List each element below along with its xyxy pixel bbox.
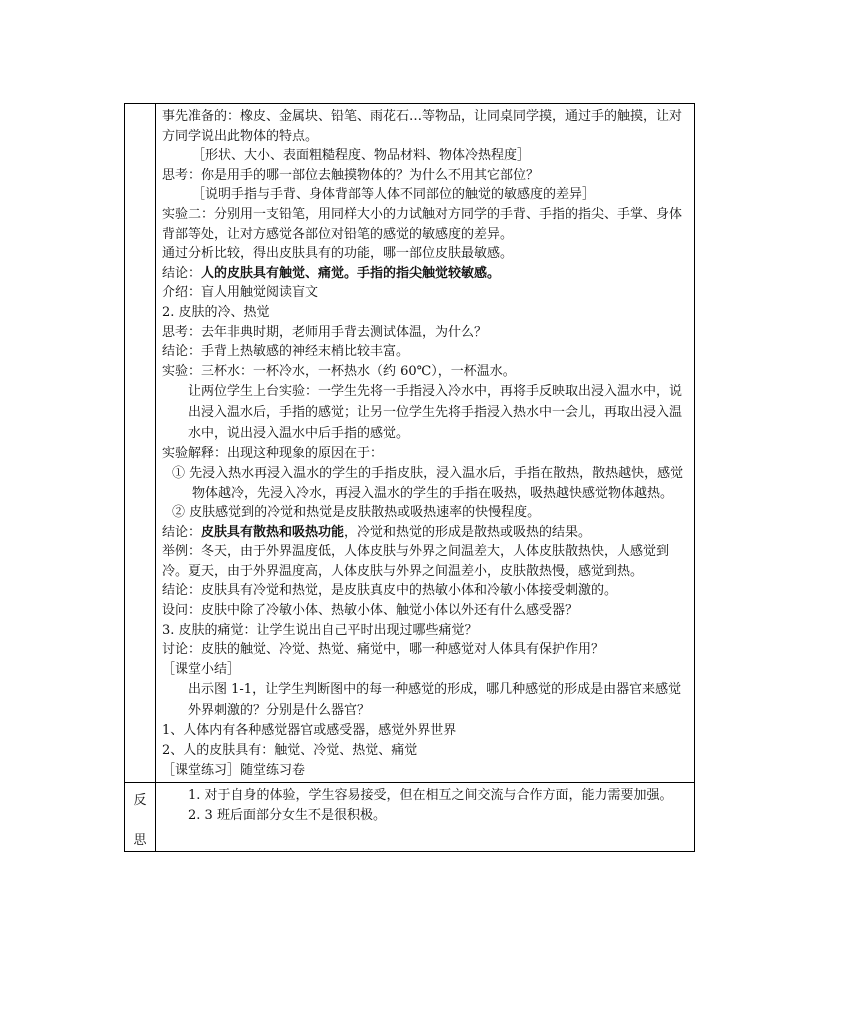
lesson-content-cell	[156, 104, 695, 783]
reflection-label-top: 反	[133, 793, 147, 809]
text-line: 结论：皮肤具有冷觉和热觉，是皮肤真皮中的热敏小体和冷敏小体接受刺激的。	[162, 583, 618, 599]
conclusion-label: 结论：	[162, 524, 202, 540]
text-line: ［说明手指与手背、身体背部等人体不同部位的触觉的敏感度的差异］	[192, 187, 596, 203]
reflection-label-bottom: 思	[133, 833, 147, 849]
explain-title: 实验解释：出现这种现象的原因在于：	[162, 446, 384, 462]
conclusion-line	[162, 264, 688, 284]
summary-heading: ［课堂小结］	[162, 661, 241, 677]
lesson-label-cell	[125, 104, 156, 783]
text-line: 实验二：分别用一支铅笔，用同样大小的力试触对方同学的手背、手指的指尖、手掌、身体背部等处，让对方感觉各部位对铅笔的感觉的敏感度的差异。	[162, 206, 683, 242]
reflection-label-cell	[125, 783, 156, 852]
conclusion-label: 结论：	[162, 265, 202, 281]
practice-heading: ［课堂练习］随堂练习卷	[162, 762, 306, 778]
text-line: 事先准备的：橡皮、金属块、铅笔、雨花石…等物品，让同桌同学摸，通过手的触摸，让对方同学说出此物体的特点。	[162, 109, 683, 144]
lesson-row	[125, 104, 695, 783]
text-line: 结论：手背上热敏感的神经末梢比较丰富。	[162, 344, 410, 360]
text-line: 举例：冬天，由于外界温度低，人体皮肤与外界之间温差大，人体皮肤散热快，人感觉到冷。夏天，由于外界温度高，人体皮肤与外界之间温差小，皮肤散热慢，感觉到热。	[162, 544, 670, 579]
text-line: 设问：皮肤中除了冷敏小体、热敏小体、触觉小体以外还有什么感受器？	[162, 603, 579, 619]
text-line: 实验：三杯水：一杯冷水，一杯热水（约 60℃），一杯温水。	[162, 363, 516, 379]
text-line: 2、人的皮肤具有：触觉、冷觉、热觉、痛觉	[162, 743, 418, 759]
explain-item: ② 皮肤感觉到的冷觉和热觉是皮肤散热或吸热速率的快慢程度。	[172, 505, 541, 521]
conclusion-rest-text: ，冷觉和热觉的形成是散热或吸热的结果。	[344, 524, 592, 540]
reflection-item: 1. 对于自身的体验，学生容易接受，但在相互之间交流与合作方面，能力需要加强。	[188, 788, 673, 804]
text-line: 通过分析比较，得出皮肤具有的功能，哪一部位皮肤最敏感。	[162, 246, 514, 262]
experiment-description: 让两位学生上台实验：一学生先将一手指浸入冷水中，再将手反映取出浸入温水中，说出浸入温水后，手指的感觉；让另一位学生先将手指浸入热水中一会儿，再取出浸入温水中，说出浸入温水中后手指的感觉。	[188, 384, 683, 442]
text-line: ［形状、大小、表面粗糙程度、物品材料、物体冷热程度］	[192, 148, 531, 164]
summary-description: 出示图 1-1，让学生判断图中的每一种感觉的形成，哪几种感觉的形成是由器官来感觉外界刺激的？分别是什么器官？	[188, 682, 682, 719]
text-line: 思考：去年非典时期，老师用手背去测试体温，为什么？	[162, 324, 488, 340]
section-heading: 3. 皮肤的痛觉：让学生说出自己平时出现过哪些痛觉？	[162, 622, 478, 638]
lesson-plan-table	[124, 103, 695, 852]
reflection-item: 2. 3 班后面部分女生不是很积极。	[188, 808, 386, 824]
text-line: 讨论：皮肤的触觉、冷觉、热觉、痛觉中，哪一种感觉对人体具有保护作用？	[162, 642, 605, 658]
text-line: 介绍：盲人用触觉阅读盲文	[162, 285, 319, 301]
explain-item: ① 先浸入热水再浸入温水的学生的手指皮肤，浸入温水后，手指在散热，散热越快，感觉物体越冷，先浸入冷水，再浸入温水的学生的手指在吸热，吸热越快感觉物体越热。	[172, 465, 684, 501]
section-heading: 2. 皮肤的冷、热觉	[162, 304, 270, 320]
reflection-row	[125, 783, 695, 852]
conclusion-line	[162, 523, 688, 543]
text-line: 思考：你是用手的哪一部位去触摸物体的？为什么不用其它部位？	[162, 167, 540, 183]
conclusion-text: 人的皮肤具有触觉、痛觉。手指的指尖触觉较敏感。	[201, 265, 501, 281]
conclusion-bold-text: 皮肤具有散热和吸热功能	[201, 524, 345, 540]
text-line: 1、人体内有各种感觉器官或感受器，感觉外界世界	[162, 723, 457, 739]
reflection-content-cell	[156, 783, 695, 852]
